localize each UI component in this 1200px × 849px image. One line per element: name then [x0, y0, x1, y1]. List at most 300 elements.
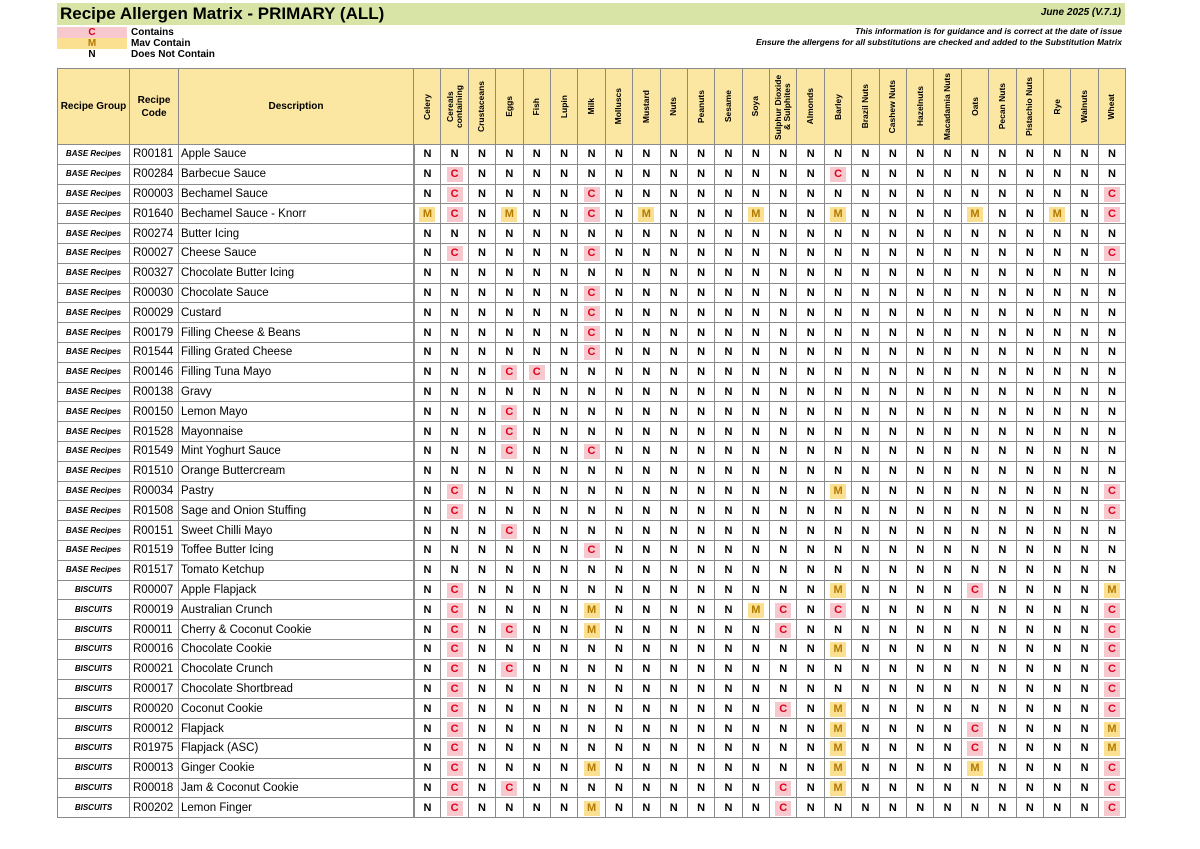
- allergen-value: N: [687, 164, 714, 184]
- allergen-value: N: [852, 422, 879, 442]
- allergen-value: N: [742, 501, 769, 521]
- recipe-group: BASE Recipes: [58, 501, 130, 521]
- allergen-value: N: [550, 580, 577, 600]
- header-allergen: [907, 69, 934, 145]
- allergen-value: C: [441, 204, 468, 224]
- header-allergen: [496, 69, 523, 145]
- allergen-label: Celery: [421, 93, 432, 120]
- allergen-value: N: [852, 719, 879, 739]
- allergen-value: C: [578, 283, 605, 303]
- recipe-code: R00017: [130, 679, 179, 699]
- allergen-value: N: [1016, 560, 1043, 580]
- allergen-label: Eggs: [503, 96, 514, 117]
- allergen-value: N: [961, 501, 988, 521]
- allergen-value: N: [797, 303, 824, 323]
- allergen-value: N: [961, 422, 988, 442]
- allergen-value: N: [715, 778, 742, 798]
- allergen-value: N: [1071, 204, 1098, 224]
- allergen-value: N: [633, 481, 660, 501]
- table-row: [58, 402, 1126, 422]
- recipe-code: R00202: [130, 798, 179, 818]
- allergen-value: N: [414, 738, 441, 758]
- allergen-value: N: [1043, 580, 1070, 600]
- allergen-value: N: [907, 283, 934, 303]
- allergen-value: N: [660, 778, 687, 798]
- allergen-value: N: [605, 699, 632, 719]
- allergen-value: C: [770, 620, 797, 640]
- allergen-value: M: [578, 798, 605, 818]
- recipe-group: BISCUITS: [58, 738, 130, 758]
- recipe-description: Chocolate Crunch: [179, 659, 414, 679]
- allergen-value: N: [660, 204, 687, 224]
- header-allergen: [660, 69, 687, 145]
- allergen-value: N: [715, 184, 742, 204]
- allergen-value: N: [961, 382, 988, 402]
- allergen-value: N: [742, 580, 769, 600]
- allergen-value: N: [770, 481, 797, 501]
- allergen-value: N: [1043, 600, 1070, 620]
- allergen-value: N: [989, 778, 1016, 798]
- allergen-value: N: [879, 521, 906, 541]
- allergen-value: N: [852, 580, 879, 600]
- recipe-code: R00012: [130, 719, 179, 739]
- allergen-value: C: [578, 441, 605, 461]
- header-allergen: [633, 69, 660, 145]
- allergen-value: N: [1016, 501, 1043, 521]
- allergen-value: N: [770, 560, 797, 580]
- allergen-value: N: [824, 323, 851, 343]
- allergen-value: N: [496, 600, 523, 620]
- allergen-value: N: [770, 461, 797, 481]
- allergen-value: N: [852, 639, 879, 659]
- allergen-value: N: [989, 521, 1016, 541]
- allergen-value: N: [496, 639, 523, 659]
- allergen-value: N: [879, 620, 906, 640]
- allergen-value: N: [824, 441, 851, 461]
- allergen-value: N: [934, 699, 961, 719]
- allergen-value: C: [496, 402, 523, 422]
- recipe-description: Australian Crunch: [179, 600, 414, 620]
- allergen-value: N: [879, 699, 906, 719]
- allergen-value: N: [660, 164, 687, 184]
- allergen-value: N: [468, 283, 495, 303]
- table-row: [58, 778, 1126, 798]
- recipe-description: Sage and Onion Stuffing: [179, 501, 414, 521]
- allergen-value: C: [496, 521, 523, 541]
- allergen-value: N: [414, 184, 441, 204]
- allergen-value: N: [633, 501, 660, 521]
- allergen-value: N: [414, 540, 441, 560]
- allergen-value: N: [660, 481, 687, 501]
- allergen-value: N: [687, 461, 714, 481]
- allergen-value: N: [1098, 540, 1125, 560]
- table-row: [58, 362, 1126, 382]
- allergen-value: N: [907, 560, 934, 580]
- allergen-value: N: [1071, 422, 1098, 442]
- issue-date: June 2025 (V.7.1): [1040, 7, 1121, 18]
- allergen-label: Mustard: [640, 89, 651, 124]
- allergen-value: N: [1071, 243, 1098, 263]
- allergen-value: N: [550, 303, 577, 323]
- allergen-value: N: [468, 342, 495, 362]
- allergen-value: N: [468, 798, 495, 818]
- allergen-value: N: [1098, 382, 1125, 402]
- allergen-value: N: [961, 184, 988, 204]
- allergen-value: N: [660, 758, 687, 778]
- allergen-value: N: [550, 461, 577, 481]
- allergen-value: N: [523, 263, 550, 283]
- allergen-value: M: [824, 738, 851, 758]
- allergen-value: N: [633, 263, 660, 283]
- allergen-value: N: [414, 164, 441, 184]
- allergen-value: N: [852, 481, 879, 501]
- allergen-value: M: [824, 204, 851, 224]
- allergen-value: N: [550, 145, 577, 165]
- allergen-value: N: [660, 719, 687, 739]
- table-row: [58, 342, 1126, 362]
- allergen-value: N: [468, 461, 495, 481]
- allergen-value: N: [1043, 224, 1070, 244]
- allergen-value: N: [852, 521, 879, 541]
- allergen-value: N: [852, 679, 879, 699]
- allergen-value: N: [523, 620, 550, 640]
- allergen-value: N: [852, 263, 879, 283]
- allergen-value: N: [770, 540, 797, 560]
- allergen-value: N: [1043, 164, 1070, 184]
- allergen-value: N: [660, 283, 687, 303]
- allergen-value: N: [824, 382, 851, 402]
- allergen-label: Oats: [969, 97, 980, 116]
- allergen-value: N: [468, 224, 495, 244]
- allergen-value: N: [770, 263, 797, 283]
- allergen-value: N: [770, 224, 797, 244]
- allergen-value: N: [496, 382, 523, 402]
- recipe-group: BISCUITS: [58, 639, 130, 659]
- allergen-value: N: [934, 382, 961, 402]
- allergen-value: N: [907, 382, 934, 402]
- allergen-value: M: [961, 204, 988, 224]
- allergen-value: N: [770, 679, 797, 699]
- allergen-value: N: [852, 778, 879, 798]
- allergen-value: N: [852, 798, 879, 818]
- table-row: [58, 719, 1126, 739]
- allergen-value: N: [907, 243, 934, 263]
- allergen-value: N: [961, 521, 988, 541]
- allergen-value: N: [907, 422, 934, 442]
- recipe-group: BASE Recipes: [58, 145, 130, 165]
- allergen-value: N: [824, 659, 851, 679]
- allergen-value: N: [414, 243, 441, 263]
- legend-code: M: [57, 38, 127, 49]
- table-row: [58, 382, 1126, 402]
- allergen-value: N: [550, 679, 577, 699]
- allergen-value: N: [715, 263, 742, 283]
- allergen-label: Fish: [531, 97, 542, 116]
- allergen-value: N: [550, 164, 577, 184]
- allergen-value: N: [852, 402, 879, 422]
- header-allergen: [715, 69, 742, 145]
- allergen-value: C: [441, 620, 468, 640]
- allergen-value: N: [633, 441, 660, 461]
- recipe-code: R00016: [130, 639, 179, 659]
- allergen-value: N: [523, 184, 550, 204]
- allergen-value: C: [496, 441, 523, 461]
- allergen-value: N: [687, 283, 714, 303]
- allergen-value: N: [660, 580, 687, 600]
- allergen-value: N: [523, 224, 550, 244]
- allergen-value: N: [468, 402, 495, 422]
- allergen-value: N: [605, 342, 632, 362]
- allergen-value: N: [605, 798, 632, 818]
- allergen-value: N: [879, 719, 906, 739]
- allergen-value: N: [633, 639, 660, 659]
- recipe-code: R00027: [130, 243, 179, 263]
- recipe-description: Chocolate Cookie: [179, 639, 414, 659]
- allergen-value: N: [989, 679, 1016, 699]
- recipe-group: BASE Recipes: [58, 521, 130, 541]
- allergen-value: N: [989, 164, 1016, 184]
- allergen-value: N: [414, 263, 441, 283]
- allergen-value: N: [879, 798, 906, 818]
- allergen-value: M: [633, 204, 660, 224]
- allergen-value: N: [934, 224, 961, 244]
- allergen-value: N: [934, 758, 961, 778]
- allergen-value: N: [660, 263, 687, 283]
- allergen-value: M: [1098, 738, 1125, 758]
- header-allergen: [797, 69, 824, 145]
- allergen-value: N: [468, 501, 495, 521]
- legend-item: [57, 49, 257, 60]
- allergen-value: N: [1043, 699, 1070, 719]
- allergen-value: N: [989, 719, 1016, 739]
- allergen-value: C: [441, 501, 468, 521]
- allergen-value: N: [879, 283, 906, 303]
- header-allergen: [550, 69, 577, 145]
- allergen-value: N: [770, 323, 797, 343]
- allergen-value: N: [742, 521, 769, 541]
- allergen-value: N: [1098, 362, 1125, 382]
- allergen-value: N: [605, 719, 632, 739]
- allergen-value: N: [989, 461, 1016, 481]
- allergen-value: N: [523, 738, 550, 758]
- allergen-value: N: [605, 521, 632, 541]
- recipe-description: Flapjack (ASC): [179, 738, 414, 758]
- allergen-value: N: [496, 501, 523, 521]
- allergen-value: N: [742, 461, 769, 481]
- allergen-value: N: [687, 184, 714, 204]
- allergen-label: Pistachio Nuts: [1024, 76, 1035, 137]
- header-allergen: [879, 69, 906, 145]
- allergen-label: Soya: [750, 96, 761, 117]
- recipe-group: BASE Recipes: [58, 402, 130, 422]
- allergen-value: N: [742, 382, 769, 402]
- allergen-value: N: [879, 204, 906, 224]
- allergen-value: N: [523, 798, 550, 818]
- recipe-description: Ginger Cookie: [179, 758, 414, 778]
- allergen-label: Rye: [1051, 98, 1062, 115]
- allergen-value: N: [715, 224, 742, 244]
- allergen-value: C: [441, 184, 468, 204]
- allergen-value: N: [989, 243, 1016, 263]
- allergen-value: N: [934, 620, 961, 640]
- allergen-value: N: [770, 639, 797, 659]
- allergen-value: C: [441, 738, 468, 758]
- allergen-value: N: [441, 402, 468, 422]
- allergen-value: N: [633, 342, 660, 362]
- allergen-value: N: [1016, 382, 1043, 402]
- header-allergen: [441, 69, 468, 145]
- allergen-value: N: [1071, 145, 1098, 165]
- allergen-value: N: [852, 501, 879, 521]
- allergen-value: N: [797, 620, 824, 640]
- allergen-value: C: [578, 303, 605, 323]
- allergen-value: N: [797, 362, 824, 382]
- allergen-value: N: [523, 639, 550, 659]
- allergen-value: C: [1098, 639, 1125, 659]
- allergen-value: N: [824, 798, 851, 818]
- allergen-value: N: [414, 323, 441, 343]
- allergen-value: N: [633, 402, 660, 422]
- allergen-value: N: [715, 600, 742, 620]
- allergen-value: N: [1043, 422, 1070, 442]
- allergen-value: N: [1043, 184, 1070, 204]
- allergen-value: N: [824, 342, 851, 362]
- allergen-value: C: [1098, 778, 1125, 798]
- allergen-value: N: [934, 521, 961, 541]
- allergen-value: C: [496, 422, 523, 442]
- allergen-value: N: [1016, 224, 1043, 244]
- allergen-value: N: [441, 323, 468, 343]
- allergen-value: N: [1043, 540, 1070, 560]
- recipe-code: R00327: [130, 263, 179, 283]
- allergen-value: N: [523, 323, 550, 343]
- allergen-value: N: [907, 738, 934, 758]
- recipe-description: Tomato Ketchup: [179, 560, 414, 580]
- allergen-value: C: [523, 362, 550, 382]
- allergen-value: N: [660, 362, 687, 382]
- allergen-value: N: [496, 758, 523, 778]
- allergen-value: N: [797, 204, 824, 224]
- allergen-value: N: [934, 145, 961, 165]
- recipe-code: R01508: [130, 501, 179, 521]
- allergen-value: N: [468, 362, 495, 382]
- allergen-value: C: [496, 620, 523, 640]
- allergen-value: N: [687, 224, 714, 244]
- allergen-value: N: [961, 303, 988, 323]
- allergen-value: N: [1016, 659, 1043, 679]
- allergen-value: N: [824, 283, 851, 303]
- allergen-value: N: [468, 263, 495, 283]
- allergen-value: N: [742, 362, 769, 382]
- allergen-value: N: [578, 778, 605, 798]
- allergen-value: C: [578, 540, 605, 560]
- allergen-value: N: [715, 659, 742, 679]
- allergen-value: N: [523, 303, 550, 323]
- recipe-description: Gravy: [179, 382, 414, 402]
- allergen-value: N: [961, 699, 988, 719]
- recipe-group: BASE Recipes: [58, 461, 130, 481]
- allergen-value: N: [1071, 540, 1098, 560]
- allergen-value: N: [496, 283, 523, 303]
- allergen-value: N: [1071, 521, 1098, 541]
- allergen-value: N: [441, 540, 468, 560]
- allergen-value: N: [715, 204, 742, 224]
- allergen-value: N: [687, 659, 714, 679]
- allergen-value: N: [687, 719, 714, 739]
- allergen-value: N: [523, 521, 550, 541]
- recipe-group: BASE Recipes: [58, 422, 130, 442]
- allergen-value: N: [1016, 204, 1043, 224]
- allergen-value: C: [441, 600, 468, 620]
- allergen-value: N: [633, 560, 660, 580]
- allergen-value: N: [907, 441, 934, 461]
- allergen-value: N: [605, 224, 632, 244]
- table-row: [58, 659, 1126, 679]
- allergen-value: N: [907, 224, 934, 244]
- allergen-value: N: [468, 521, 495, 541]
- allergen-value: N: [824, 422, 851, 442]
- allergen-value: N: [687, 145, 714, 165]
- allergen-value: N: [989, 283, 1016, 303]
- allergen-value: N: [550, 778, 577, 798]
- allergen-value: N: [605, 600, 632, 620]
- allergen-value: N: [468, 303, 495, 323]
- allergen-value: N: [550, 263, 577, 283]
- allergen-value: N: [989, 184, 1016, 204]
- allergen-value: N: [934, 719, 961, 739]
- table-row: [58, 441, 1126, 461]
- allergen-label: Crustaceans: [476, 80, 487, 133]
- allergen-value: N: [1071, 283, 1098, 303]
- allergen-value: N: [907, 145, 934, 165]
- allergen-value: N: [1043, 441, 1070, 461]
- recipe-code: R01544: [130, 342, 179, 362]
- allergen-value: N: [715, 402, 742, 422]
- allergen-value: N: [687, 778, 714, 798]
- allergen-value: N: [523, 659, 550, 679]
- header-allergen: [1098, 69, 1125, 145]
- table-row: [58, 521, 1126, 541]
- recipe-group: BASE Recipes: [58, 204, 130, 224]
- allergen-value: N: [414, 719, 441, 739]
- recipe-code: R00151: [130, 521, 179, 541]
- allergen-value: N: [797, 243, 824, 263]
- allergen-value: N: [1071, 738, 1098, 758]
- allergen-value: N: [414, 798, 441, 818]
- allergen-value: N: [907, 639, 934, 659]
- allergen-label: Milk: [586, 98, 597, 115]
- allergen-value: N: [852, 540, 879, 560]
- allergen-value: N: [934, 738, 961, 758]
- allergen-value: N: [989, 600, 1016, 620]
- recipe-group: BASE Recipes: [58, 303, 130, 323]
- allergen-value: N: [742, 659, 769, 679]
- recipe-code: R01640: [130, 204, 179, 224]
- allergen-value: N: [687, 402, 714, 422]
- allergen-value: N: [496, 263, 523, 283]
- table-row: [58, 738, 1126, 758]
- allergen-value: N: [961, 224, 988, 244]
- allergen-value: N: [797, 481, 824, 501]
- allergen-value: N: [934, 362, 961, 382]
- allergen-value: N: [934, 243, 961, 263]
- recipe-group: BASE Recipes: [58, 560, 130, 580]
- allergen-value: N: [605, 164, 632, 184]
- allergen-value: C: [1098, 184, 1125, 204]
- allergen-value: N: [852, 362, 879, 382]
- allergen-value: C: [578, 184, 605, 204]
- allergen-value: N: [879, 461, 906, 481]
